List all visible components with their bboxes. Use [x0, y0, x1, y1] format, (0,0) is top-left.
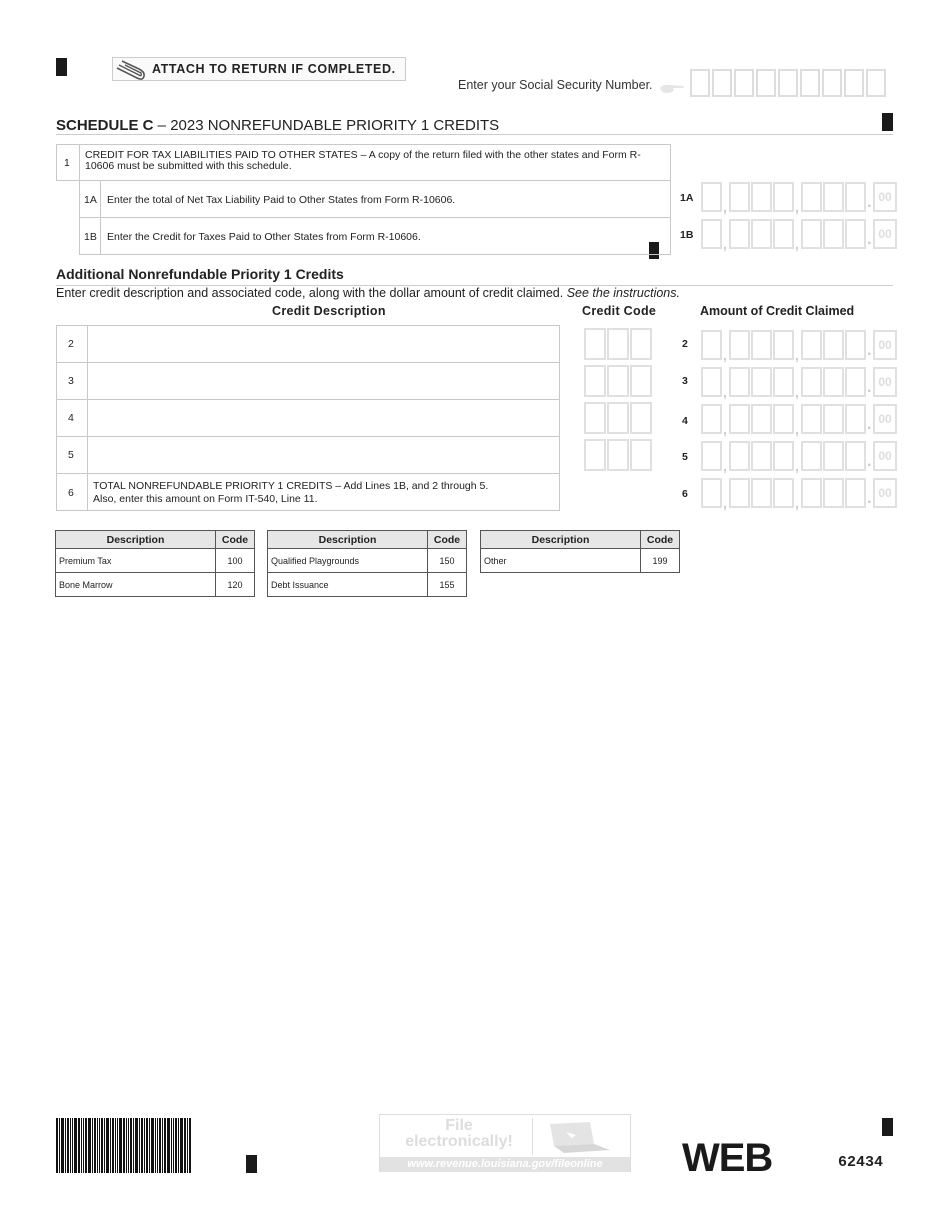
amount-label-3: 3 [682, 375, 688, 387]
schedule-title: SCHEDULE C – 2023 NONREFUNDABLE PRIORITY 1 CREDITS [56, 117, 500, 134]
attach-text: ATTACH TO RETURN IF COMPLETED. [152, 62, 396, 76]
line-1-text: CREDIT FOR TAX LIABILITIES PAID TO OTHER STATES – A copy of the return filed with the other states and Form R-10606 must be submitted with this schedule. [85, 149, 641, 172]
header-description: Description [268, 531, 428, 549]
code-table-2 [267, 530, 467, 597]
code-value: 100 [216, 549, 255, 573]
row-4-code-field[interactable] [584, 402, 652, 434]
code-description: Debt Issuance [268, 573, 428, 597]
code-value: 120 [216, 573, 255, 597]
header-code: Code [216, 531, 255, 549]
total-text-line-a: TOTAL NONREFUNDABLE PRIORITY 1 CREDITS – Add Lines 1B, and 2 through 5. [93, 480, 489, 492]
code-table-1 [55, 530, 255, 597]
code-description: Bone Marrow [56, 573, 216, 597]
registration-mark-top-left [56, 58, 67, 76]
code-value: 150 [428, 549, 467, 573]
row-4-description-field[interactable] [87, 399, 560, 437]
file-electronically-text: File electronically! [405, 1117, 513, 1150]
row-3-description-field[interactable] [87, 362, 560, 400]
code-value: 199 [641, 549, 680, 573]
amount-label-4: 4 [682, 415, 688, 427]
registration-mark-top-right [882, 113, 893, 131]
amount-label-5: 5 [682, 451, 688, 463]
cents-3: 00 [873, 367, 897, 397]
amount-label-1b: 1B [680, 229, 694, 241]
total-text-line-b: Also, enter this amount on Form IT-540, Line 11. [93, 493, 318, 505]
row-2-code-field[interactable] [584, 328, 652, 360]
cents-1a: 00 [873, 182, 897, 212]
laptop-icon [544, 1120, 614, 1159]
registration-mark-bottom-right [882, 1118, 893, 1136]
cents-5: 00 [873, 441, 897, 471]
additional-instructions: Enter credit description and associated code, along with the dollar amount of credit claimed. See the instructions. [56, 286, 680, 300]
amount-field-2[interactable]: , , . 00 [701, 330, 897, 360]
row-3-number: 3 [68, 375, 74, 387]
code-value: 155 [428, 573, 467, 597]
amount-label-6: 6 [682, 488, 688, 500]
file-online-url: www.revenue.louisiana.gov/fileonline [380, 1157, 630, 1172]
row-6-number: 6 [68, 487, 74, 499]
amount-field-6[interactable]: , , . 00 [701, 478, 897, 508]
amount-label-1a: 1A [680, 192, 694, 204]
row-2-number: 2 [68, 338, 74, 350]
cents-4: 00 [873, 404, 897, 434]
divider [56, 134, 893, 135]
cents-2: 00 [873, 330, 897, 360]
ssn-label: Enter your Social Security Number. [458, 78, 653, 92]
amount-label-2: 2 [682, 338, 688, 350]
code-description: Premium Tax [56, 549, 216, 573]
code-description: Qualified Playgrounds [268, 549, 428, 573]
form-number: 62434 [838, 1154, 884, 1171]
row-5-number: 5 [68, 449, 74, 461]
col-credit-description: Credit Description [272, 304, 386, 318]
row-2-description-field[interactable] [87, 325, 560, 363]
header-code: Code [641, 531, 680, 549]
code-description: Other [481, 549, 641, 573]
row-5-description-field[interactable] [87, 436, 560, 474]
col-amount: Amount of Credit Claimed [700, 304, 855, 318]
ssn-input[interactable] [690, 69, 886, 97]
line-1b-text: Enter the Credit for Taxes Paid to Other States from Form R-10606. [107, 231, 421, 243]
row-4-number: 4 [68, 412, 74, 424]
amount-field-1b[interactable]: , , . 00 [701, 219, 897, 249]
header-description: Description [56, 531, 216, 549]
col-credit-code: Credit Code [582, 304, 657, 318]
line-1a-number: 1A [84, 194, 97, 206]
amount-field-4[interactable]: , , . 00 [701, 404, 897, 434]
code-table-3 [480, 530, 680, 573]
cents-1b: 00 [873, 219, 897, 249]
line-1a-text: Enter the total of Net Tax Liability Paid to Other States from Form R-10606. [107, 194, 456, 206]
row-6-text-cell [87, 473, 560, 511]
web-label: WEB [682, 1136, 773, 1180]
divider [532, 1118, 533, 1155]
line-1-number: 1 [64, 157, 70, 169]
cents-6: 00 [873, 478, 897, 508]
registration-mark-bottom-left [246, 1155, 257, 1173]
header-code: Code [428, 531, 467, 549]
row-5-code-field[interactable] [584, 439, 652, 471]
additional-heading: Additional Nonrefundable Priority 1 Credits [56, 266, 344, 282]
line-1b-number: 1B [84, 231, 97, 243]
amount-field-1a[interactable]: , , . 00 [701, 182, 897, 212]
pointing-hand-icon [659, 81, 685, 92]
amount-field-5[interactable]: , , . 00 [701, 441, 897, 471]
row-3-code-field[interactable] [584, 365, 652, 397]
barcode [56, 1118, 228, 1173]
paperclip-icon [113, 58, 147, 85]
header-description: Description [481, 531, 641, 549]
amount-field-3[interactable]: , , . 00 [701, 367, 897, 397]
